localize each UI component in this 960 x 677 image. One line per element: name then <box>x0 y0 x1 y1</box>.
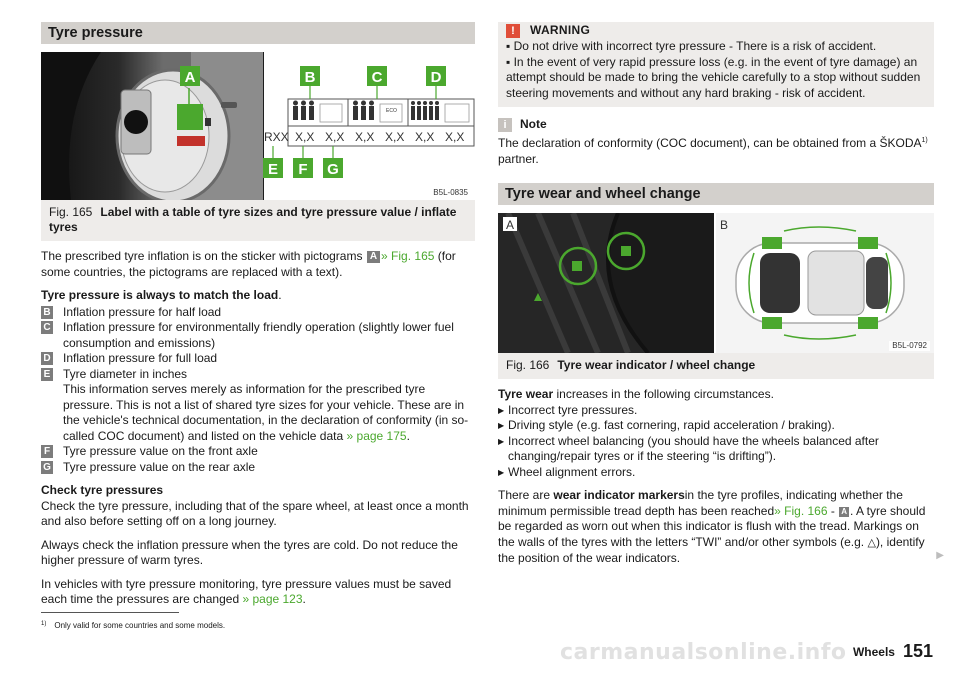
footnote: $^{1)}$ Only valid for some countries and some models. <box>41 621 226 630</box>
monitoring-paragraph: In vehicles with tyre pressure monitoring, tyre pressure values must be saved each time the pressures are changed » page 123. <box>41 576 452 606</box>
svg-text:G: G <box>327 161 339 178</box>
check-title: Check tyre pressures <box>41 483 164 497</box>
footer-section: Wheels <box>852 644 895 659</box>
svg-text:X,X: X,X <box>385 130 405 144</box>
list-item: ▶ Incorrect wheel balancing (you should have the wheels balanced after changing/repair tyres or if the steering “is drifting”). <box>498 434 934 465</box>
svg-text:X,X: X,X <box>295 130 315 144</box>
figure-number: Fig. 165 <box>49 205 93 219</box>
list-item: ▶ Wheel alignment errors. <box>498 465 934 481</box>
sticker-green-area <box>177 104 203 130</box>
wear-markers-paragraph: There are wear indicator markersin the tyre profiles, indicating whether the minimum permissible tread depth has been reached» Fig. 166 - A . A tyre should be regarded as worn out when this indicator is flush with the tread. Markings on the walls of the tyres with the letters “TWI” and/or other symbols (e.g. △), identify the position of the wear indicators. <box>498 488 926 565</box>
legend-list <box>41 305 475 476</box>
section-heading-tyre-pressure: Tyre pressure <box>41 22 475 44</box>
svg-text:X,X: X,X <box>445 130 465 144</box>
pictogram-half-load <box>293 101 314 121</box>
svg-text:X,X: X,X <box>325 130 345 144</box>
page-number: 151 <box>902 641 933 661</box>
legend-item: F Tyre pressure value on the front axle <box>41 444 475 460</box>
intro-paragraph: The prescribed tyre inflation is on the sticker with pictograms A » Fig. 165 (for some countries, the pictograms are replaced with a text). <box>41 249 456 279</box>
svg-text:X,X: X,X <box>355 130 375 144</box>
link-page-123[interactable]: » page 123 <box>242 592 303 606</box>
legend-item: C Inflation pressure for environmentally friendly operation (slightly lower fuel consumption and emissions) <box>41 320 475 351</box>
legend-key-e: E <box>41 368 53 381</box>
warning-title: WARNING <box>530 23 591 38</box>
wear-list <box>498 403 934 481</box>
figure-166-image <box>498 213 934 353</box>
pictogram-eco <box>353 101 374 121</box>
legend-item: B Inflation pressure for half load <box>41 305 475 321</box>
tyre-label-illustration <box>41 52 475 200</box>
car-top-view <box>736 227 904 339</box>
legend-key-f: F <box>41 445 53 458</box>
check-pressures-paragraph: Check tyre pressures Check the tyre pressure, including that of the spare wheel, at least once a month and also before setting off on a long journey. <box>41 483 469 528</box>
legend-key-g: G <box>41 461 53 474</box>
continue-arrow-icon: ▶ <box>936 550 944 561</box>
warning-icon: ! <box>506 24 520 38</box>
link-fig-165[interactable]: » Fig. 165 <box>381 249 435 263</box>
legend-item: E Tyre diameter in inches This information serves merely as information for the prescribed tyre pressure. This is not a list of shared tyre sizes for your vehicle. These are in the vehicle's technical documentation, in the declaration of conformity (in so-called COC document) and listed on the vehicle data » page 175. <box>41 367 475 445</box>
triangle-icon: △ <box>867 536 876 549</box>
table-cells <box>264 130 464 144</box>
table-cell-rxx: RXX <box>264 130 289 144</box>
tyre-wear-paragraph: Tyre wear increases in the following circumstances. <box>498 387 774 401</box>
legend-key-b: B <box>41 306 53 319</box>
left-column <box>41 22 475 608</box>
note-text: The declaration of conformity (COC document), can be obtained from a ŠKODA$^{1)}$ partner. <box>498 136 928 166</box>
figure-title: Tyre wear indicator / wheel change <box>557 358 756 372</box>
tyre-wear-illustration <box>498 213 934 353</box>
list-item: ▶ Incorrect tyre pressures. <box>498 403 934 419</box>
figure-165-image <box>41 52 475 200</box>
svg-text:A: A <box>184 69 196 86</box>
badge-a: A <box>367 251 380 263</box>
link-page-175[interactable]: » page 175 <box>346 428 407 443</box>
note-icon: i <box>498 118 512 132</box>
figure-number: Fig. 166 <box>506 358 550 372</box>
svg-text:D: D <box>430 69 442 86</box>
warning-item: ▪ In the event of very rapid pressure loss (e.g. in the event of tyre damage) an attempt should be made to bring the vehicle carefully to a stop without sudden steering movements and without any hard braking - risk of accident. <box>506 54 921 100</box>
figure-label-a: A <box>506 218 515 232</box>
legend-key-c: C <box>41 321 53 334</box>
figure-165 <box>41 52 475 241</box>
note-title: Note <box>520 117 547 132</box>
warning-box <box>498 22 934 107</box>
page-footer <box>853 640 933 662</box>
figure-title: Label with a table of tyre sizes and tyre pressure value / inflate tyres <box>49 205 457 234</box>
svg-text:F: F <box>298 161 308 178</box>
match-load-paragraph: Tyre pressure is always to match the load. <box>41 288 282 302</box>
figure-166 <box>498 213 934 379</box>
figure-166-caption <box>498 353 934 379</box>
figure-code: B5L-0792 <box>889 341 930 351</box>
warning-item: ▪ Do not drive with incorrect tyre pressure - There is a risk of accident. <box>506 39 877 53</box>
legend-item: G Tyre pressure value on the rear axle <box>41 460 475 476</box>
figure-code: B5L-0835 <box>430 188 471 198</box>
watermark: carmanualsonline.info <box>560 640 847 665</box>
cold-tyres-paragraph: Always check the inflation pressure when the tyres are cold. Do not reduce the higher pressure of warm tyres. <box>41 537 458 567</box>
footnote-rule <box>41 612 179 613</box>
legend-item: D Inflation pressure for full load <box>41 351 475 367</box>
svg-text:B: B <box>304 69 316 86</box>
badge-a: A <box>841 506 847 516</box>
svg-text:C: C <box>371 69 383 86</box>
link-fig-166[interactable]: » Fig. 166 <box>774 503 828 518</box>
eco-label: ECO <box>386 108 397 114</box>
figure-label-b: B <box>720 218 729 232</box>
list-item: ▶ Driving style (e.g. fast cornering, rapid acceleration / braking). <box>498 418 934 434</box>
figure-165-caption <box>41 200 475 241</box>
svg-text:X,X: X,X <box>415 130 435 144</box>
legend-key-d: D <box>41 352 53 365</box>
right-column <box>498 22 934 567</box>
svg-text:E: E <box>267 161 279 178</box>
section-heading-tyre-wear: Tyre wear and wheel change <box>498 183 934 205</box>
